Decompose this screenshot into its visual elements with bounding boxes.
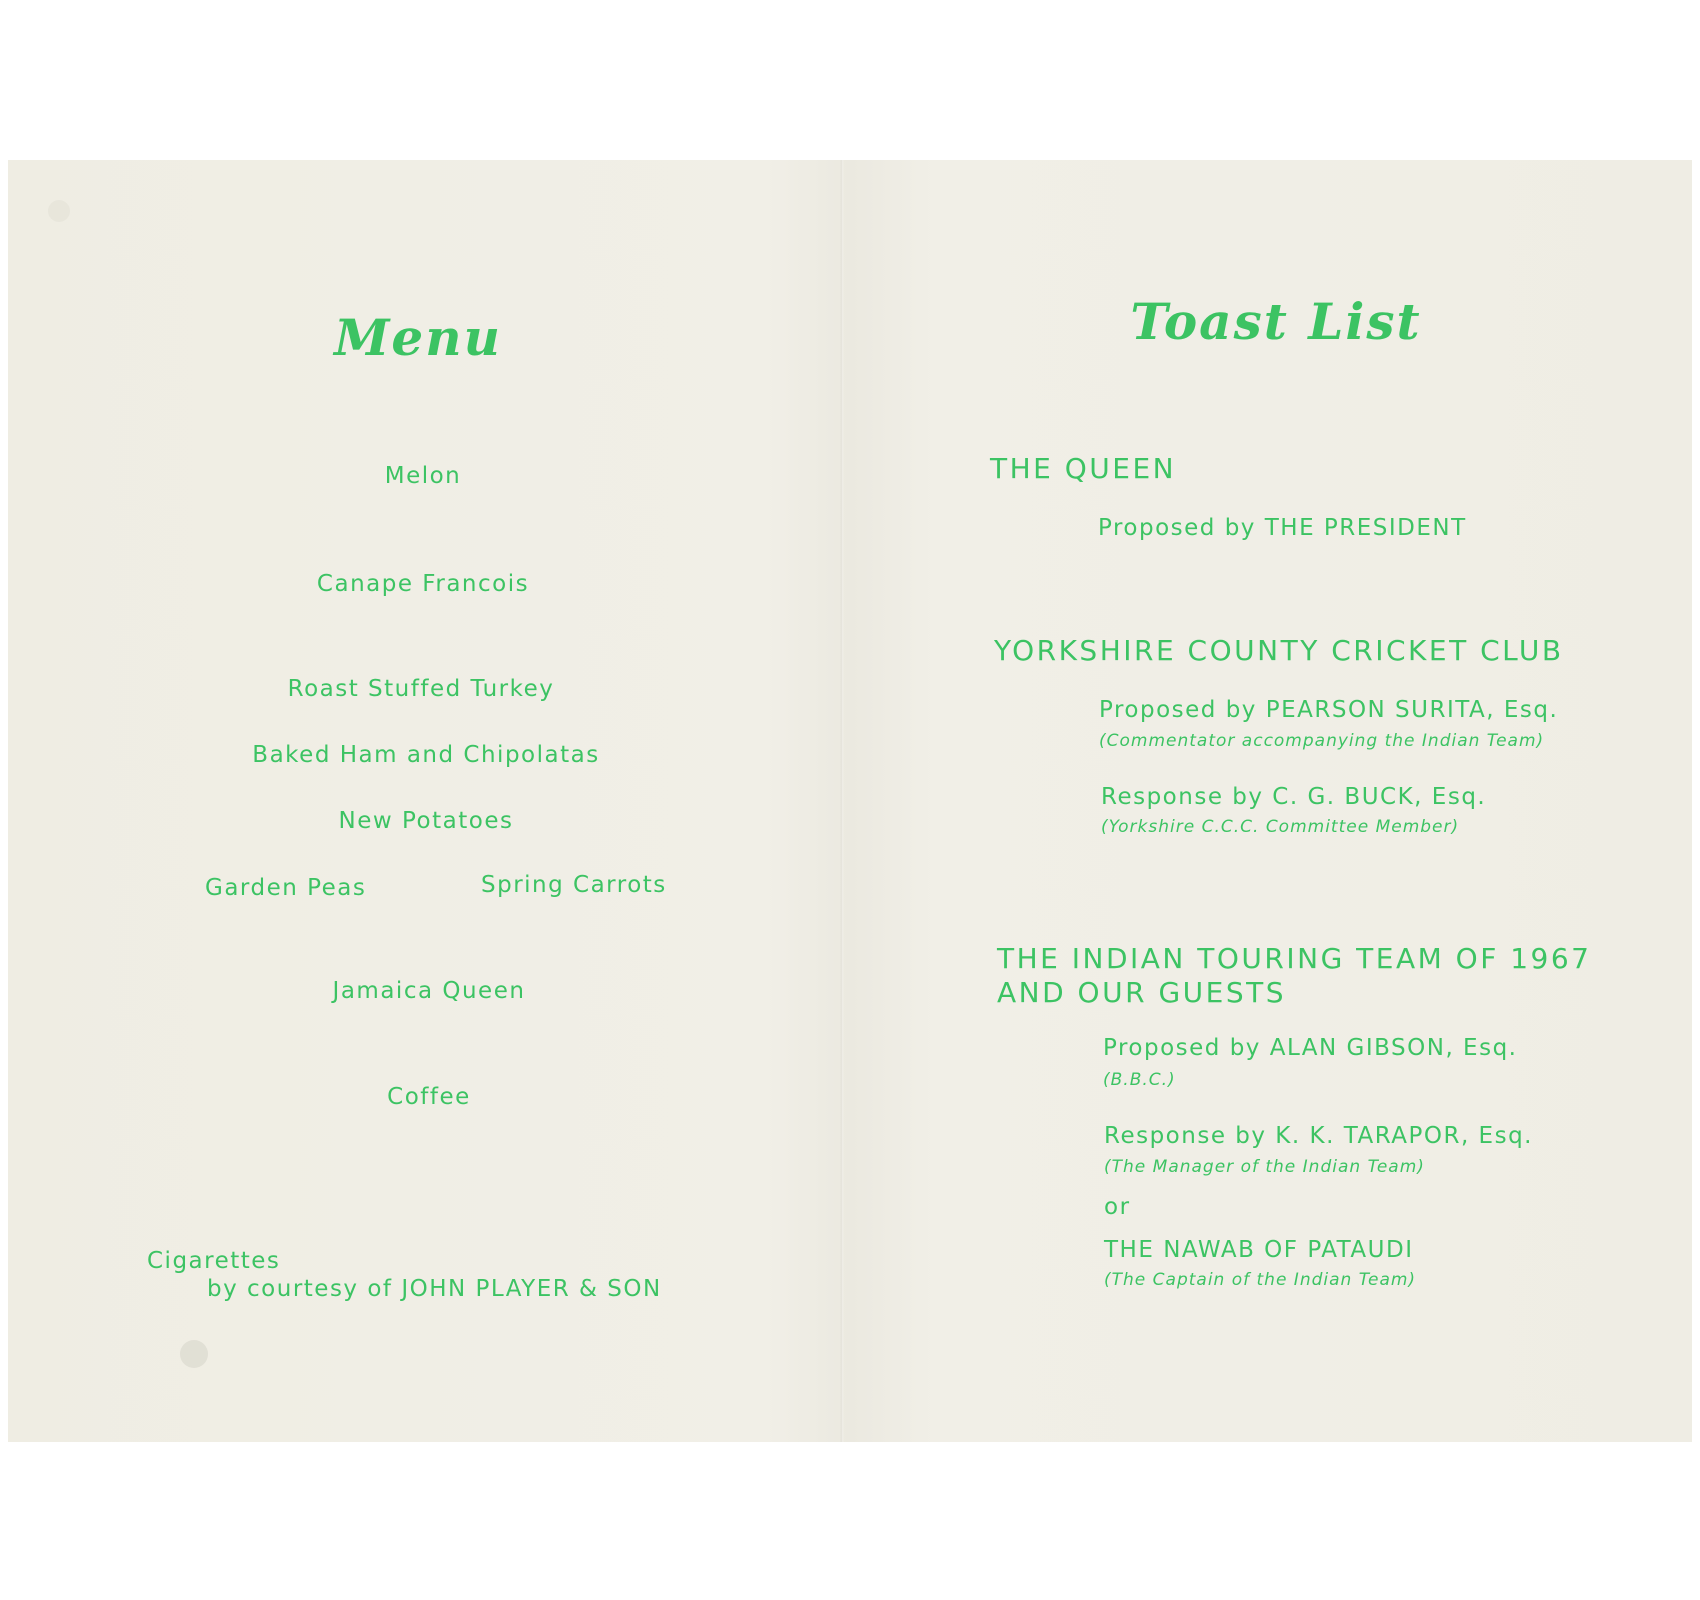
menu-item-ham: Baked Ham and Chipolatas: [252, 742, 600, 768]
menu-item-potatoes: New Potatoes: [338, 808, 514, 834]
toast-alternate-note-indian-team: (The Captain of the Indian Team): [1104, 1270, 1417, 1290]
menu-item-peas: Garden Peas: [205, 875, 367, 901]
center-fold: [840, 160, 844, 1442]
menu-item-carrots: Spring Carrots: [481, 872, 667, 898]
toast-heading-queen: THE QUEEN: [990, 452, 1177, 485]
toast-proposed-note-indian-team: (B.B.C.): [1103, 1070, 1176, 1090]
toast-proposed-indian-team: Proposed by ALAN GIBSON, Esq.: [1103, 1035, 1518, 1061]
toast-response-note-indian-team: (The Manager of the Indian Team): [1104, 1157, 1425, 1177]
menu-footer-cigarettes: Cigarettes: [147, 1248, 281, 1274]
menu-item-canape: Canape Francois: [316, 571, 530, 597]
paper-stain: [48, 200, 70, 222]
toast-response-indian-team: Response by K. K. TARAPOR, Esq.: [1104, 1123, 1533, 1149]
toast-heading-indian-team-line2: AND OUR GUESTS: [997, 976, 1286, 1009]
menu-item-melon: Melon: [384, 463, 462, 489]
toast-heading-yorkshire: YORKSHIRE COUNTY CRICKET CLUB: [994, 634, 1564, 667]
menu-card-sheet: [8, 160, 1692, 1442]
menu-footer-courtesy: by courtesy of JOHN PLAYER & SON: [207, 1276, 662, 1302]
toast-response-yorkshire: Response by C. G. BUCK, Esq.: [1101, 784, 1487, 810]
paper-stain: [180, 1340, 208, 1368]
menu-item-turkey: Roast Stuffed Turkey: [287, 676, 555, 702]
toast-or: or: [1104, 1194, 1131, 1220]
toast-heading-indian-team-line1: THE INDIAN TOURING TEAM OF 1967: [997, 942, 1592, 975]
toast-proposed-queen: Proposed by THE PRESIDENT: [1098, 515, 1467, 541]
toast-proposed-yorkshire: Proposed by PEARSON SURITA, Esq.: [1099, 697, 1559, 723]
toast-list-title: Toast List: [1130, 292, 1422, 351]
menu-item-jamaica-queen: Jamaica Queen: [332, 978, 526, 1004]
toast-response-note-yorkshire: (Yorkshire C.C.C. Committee Member): [1101, 817, 1460, 837]
toast-proposed-note-yorkshire: (Commentator accompanying the Indian Team): [1099, 731, 1545, 751]
menu-title: Menu: [334, 308, 502, 367]
toast-alternate-indian-team: THE NAWAB OF PATAUDI: [1104, 1237, 1414, 1263]
menu-item-coffee: Coffee: [387, 1084, 471, 1110]
